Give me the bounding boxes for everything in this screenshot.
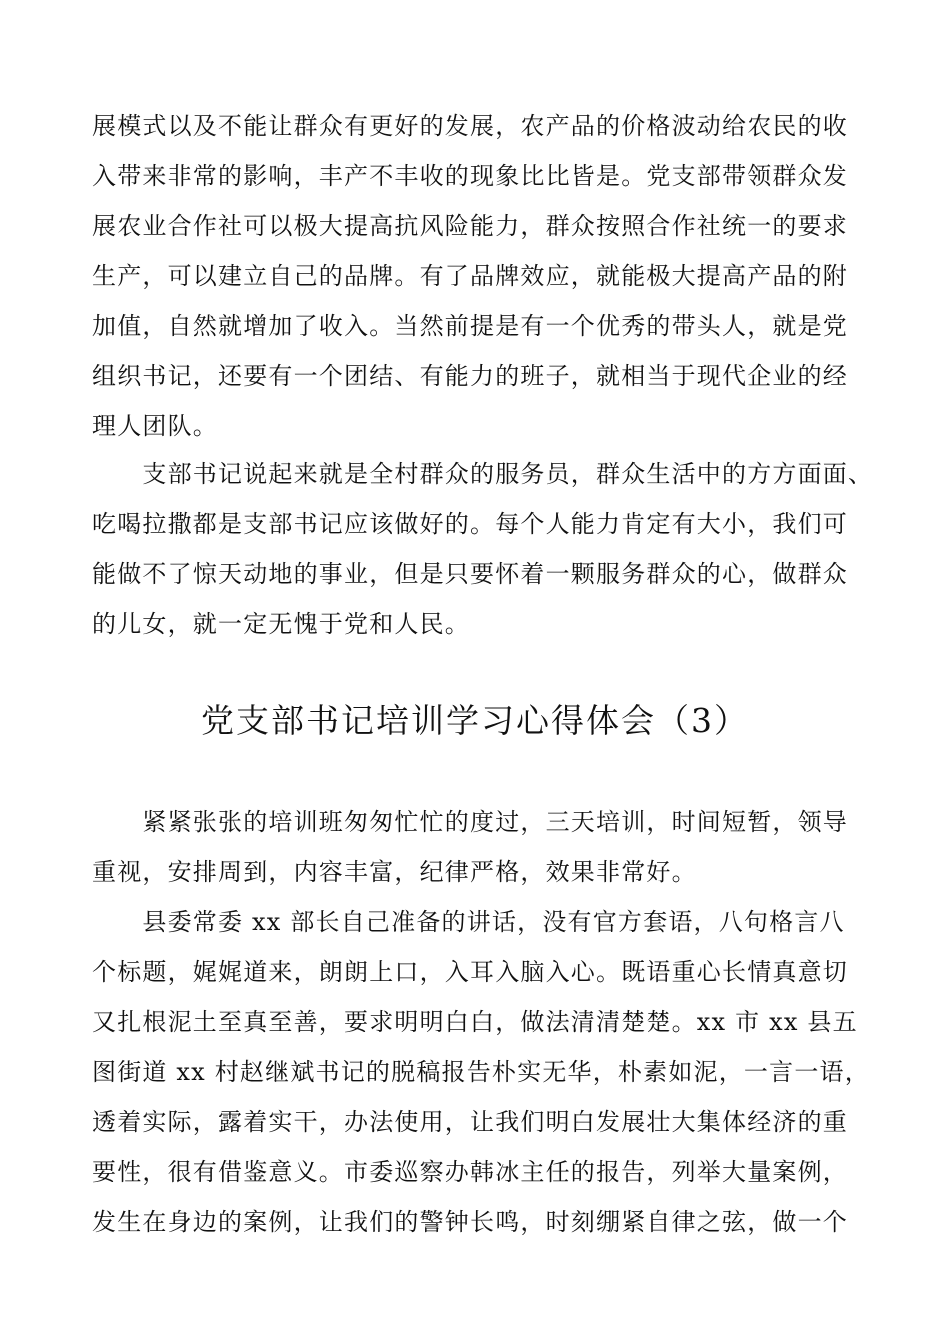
text-line: 要性，很有借鉴意义。市委巡察办韩冰主任的报告，列举大量案例， bbox=[92, 1158, 848, 1186]
text-line: 能做不了惊天动地的事业，但是只要怀着一颗服务群众的心，做群众 bbox=[92, 560, 848, 588]
text-line: 透着实际，露着实干，办法使用，让我们明白发展壮大集体经济的重 bbox=[92, 1108, 848, 1136]
text-line: 又扎根泥土至真至善，要求明明白白，做法清清楚楚。xx 市 xx 县五 bbox=[92, 1008, 858, 1036]
text-line: 吃喝拉撒都是支部书记应该做好的。每个人能力肯定有大小，我们可 bbox=[92, 510, 848, 538]
text-line: 图街道 xx 村赵继斌书记的脱稿报告朴实无华，朴素如泥，一言一语， bbox=[92, 1058, 870, 1086]
text-line: 个标题，娓娓道来，朗朗上口，入耳入脑入心。既语重心长情真意切 bbox=[92, 958, 848, 986]
text-line: 发生在身边的案例，让我们的警钟长鸣，时刻绷紧自律之弦，做一个 bbox=[92, 1208, 848, 1236]
text-line: 生产，可以建立自己的品牌。有了品牌效应，就能极大提高产品的附 bbox=[92, 262, 848, 290]
text-line: 支部书记说起来就是全村群众的服务员，群众生活中的方方面面、 bbox=[92, 460, 874, 488]
text-line: 的儿女，就一定无愧于党和人民。 bbox=[92, 610, 470, 638]
section-title: 党支部书记培训学习心得体会（3） bbox=[201, 701, 749, 740]
text-line: 理人团队。 bbox=[92, 412, 218, 440]
text-line: 入带来非常的影响，丰产不丰收的现象比比皆是。党支部带领群众发 bbox=[92, 162, 848, 190]
text-line: 加值，自然就增加了收入。当然前提是有一个优秀的带头人，就是党 bbox=[92, 312, 848, 340]
text-line: 组织书记，还要有一个团结、有能力的班子，就相当于现代企业的经 bbox=[92, 362, 848, 390]
text-line: 展农业合作社可以极大提高抗风险能力，群众按照合作社统一的要求 bbox=[92, 212, 848, 240]
text-line: 县委常委 xx 部长自己准备的讲话，没有官方套语，八句格言八 bbox=[92, 908, 845, 936]
paragraph-1 bbox=[92, 101, 862, 451]
paragraph-2 bbox=[92, 449, 874, 649]
paragraph-3 bbox=[92, 797, 862, 897]
text-line: 紧紧张张的培训班匆匆忙忙的度过，三天培训，时间短暂，领导 bbox=[92, 808, 848, 836]
text-line: 展模式以及不能让群众有更好的发展，农产品的价格波动给农民的收 bbox=[92, 112, 848, 140]
paragraph-4 bbox=[92, 897, 870, 1247]
text-line: 重视，安排周到，内容丰富，纪律严格，效果非常好。 bbox=[92, 858, 697, 886]
